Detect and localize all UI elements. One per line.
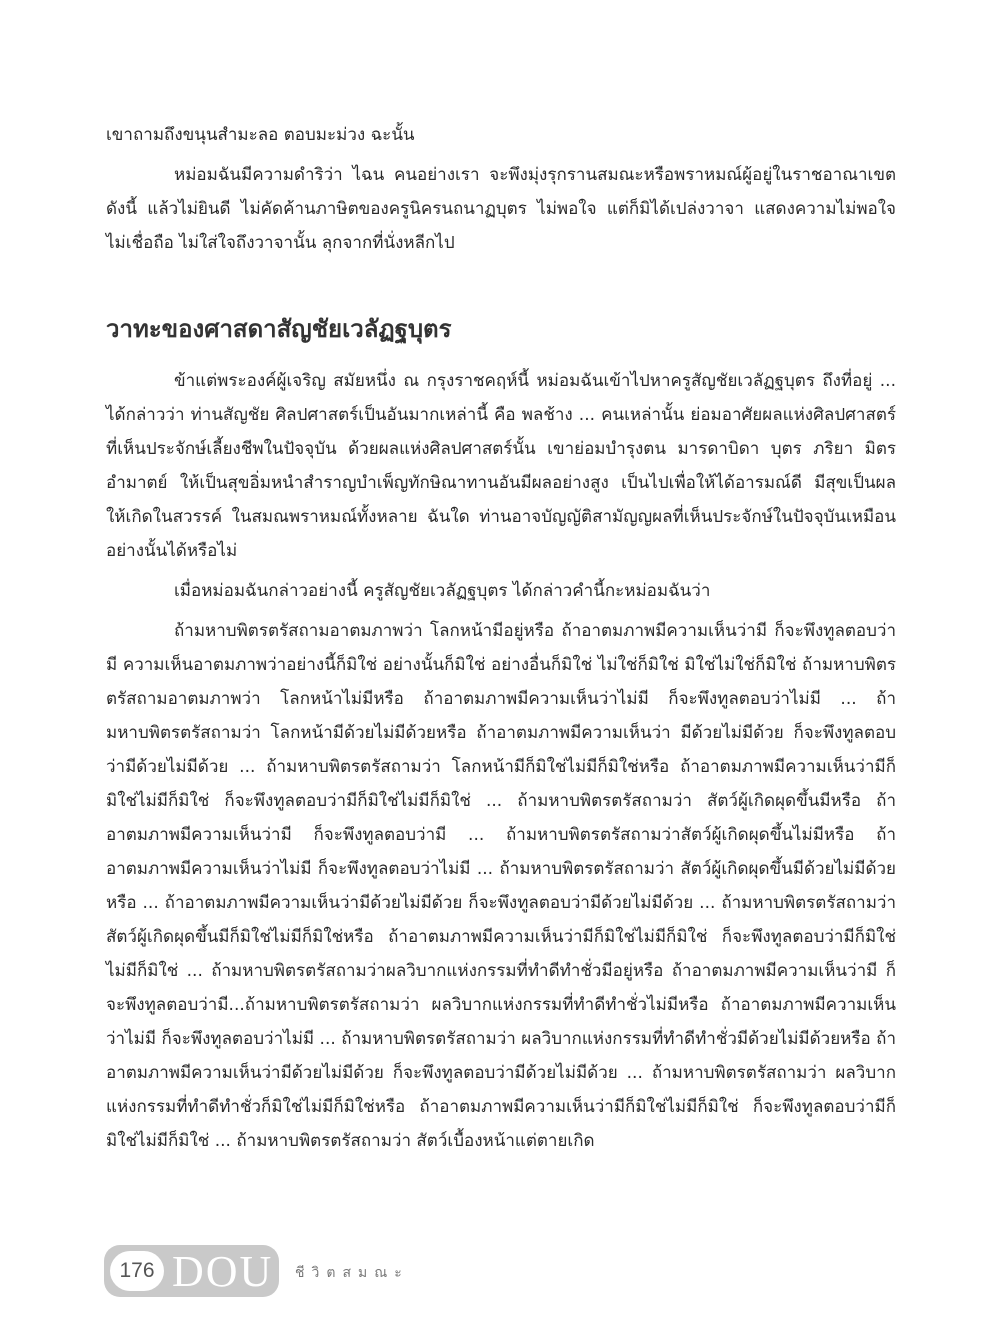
paragraph-1: เขาถามถึงขนุนสำมะลอ ตอบมะม่วง ฉะนั้น [106,125,415,145]
brand-logo-text: DOU [172,1247,274,1296]
book-title: ชีวิตสมณะ [295,1265,409,1281]
section-heading: วาทะของศาสดาสัญชัยเวลัฏฐบุตร [106,315,452,343]
page-content [106,118,896,1158]
page-number: 176 [110,1251,164,1291]
paragraph-3: ข้าแต่พระองค์ผู้เจริญ สมัยหนึ่ง ณ กรุงราชคฤห์นี้ หม่อมฉันเข้าไปหาครูสัญชัยเวลัฏฐบุตร ถึงที่อยู่ ... ได้กล่าวว่า ท่านสัญชัย ศิลปศาสตร์เป็นอันมากเหล่านี้ คือ พลช้าง ... คนเหล่านั้น ย่อมอาศัยผลแห่งศิลปศาสตร์ที่เห็นประจักษ์เลี้ยงชีพในปัจจุบัน ด้วยผลแห่งศิลปศาสตร์นั้น เขาย่อมบำรุงตน มารดาบิดา บุตร ภริยา มิตร อำมาตย์ ให้เป็นสุขอิ่มหนำสำราญบำเพ็ญทักษิณาทานอันมีผลอย่างสูง เป็นไปเพื่อให้ได้อารมณ์ดี มีสุขเป็นผล ให้เกิดในสวรรค์ ในสมณพราหมณ์ทั้งหลาย ฉันใด ท่านอาจบัญญัติสามัญญผลที่เห็นประจักษ์ในปัจจุบันเหมือนอย่างนั้นได้หรือไม่ [106,371,896,561]
paragraph-2: หม่อมฉันมีความดำริว่า ไฉน คนอย่างเรา จะพึงมุ่งรุกรานสมณะหรือพราหมณ์ผู้อยู่ในราชอาณาเขต ดังนี้ แล้วไม่ยินดี ไม่คัดค้านภาษิตของครูนิครนถนาฏบุตร ไม่พอใจ แต่ก็มิได้เปล่งวาจา แสดงความไม่พอใจ ไม่เชื่อถือ ไม่ใส่ใจถึงวาจานั้น ลุกจากที่นั่งหลีกไป [106,165,896,253]
footer-brand-bar [104,1245,279,1297]
paragraph-5: ถ้ามหาบพิตรตรัสถามอาตมภาพว่า โลกหน้ามีอยู่หรือ ถ้าอาตมภาพมีความเห็นว่ามี ก็จะพึงทูลตอบว่ามี ความเห็นอาตมภาพว่าอย่างนี้ก็มิใช่ อย่างนั้นก็มิใช่ อย่างอื่นก็มิใช่ ไม่ใช่ก็มิใช่ มิใช่ไม่ใช่ก็มิใช่ ถ้ามหาบพิตรตรัสถามอาตมภาพว่า โลกหน้าไม่มีหรือ ถ้าอาตมภาพมีความเห็นว่าไม่มี ก็จะพึงทูลตอบว่าไม่มี ... ถ้ามหาบพิตรตรัสถามว่า โลกหน้ามีด้วยไม่มีด้วยหรือ ถ้าอาตมภาพมีความเห็นว่า มีด้วยไม่มีด้วย ก็จะพึงทูลตอบว่ามีด้วยไม่มีด้วย ... ถ้ามหาบพิตรตรัสถามว่า โลกหน้ามีก็มิใช่ไม่มีก็มิใช่หรือ ถ้าอาตมภาพมีความเห็นว่ามีก็มิใช่ไม่มีก็มิใช่ ก็จะพึงทูลตอบว่ามีก็มิใช่ไม่มีก็มิใช่ ... ถ้ามหาบพิตรตรัสถามว่า สัตว์ผู้เกิดผุดขึ้นมีหรือ ถ้าอาตมภาพมีความเห็นว่ามี ก็จะพึงทูลตอบว่ามี ... ถ้ามหาบพิตรตรัสถามว่าสัตว์ผู้เกิดผุดขึ้นไม่มีหรือ ถ้าอาตมภาพมีความเห็นว่าไม่มี ก็จะพึงทูลตอบว่าไม่มี ... ถ้ามหาบพิตรตรัสถามว่า สัตว์ผู้เกิดผุดขึ้นมีด้วยไม่มีด้วยหรือ ... ถ้าอาตมภาพมีความเห็นว่ามีด้วยไม่มีด้วย ก็จะพึงทูลตอบว่ามีด้วยไม่มีด้วย ... ถ้ามหาบพิตรตรัสถามว่า สัตว์ผู้เกิดผุดขึ้นมีก็มิใช่ไม่มีก็มิใช่หรือ ถ้าอาตมภาพมีความเห็นว่ามีก็มิใช่ไม่มีก็มิใช่ ก็จะพึงทูลตอบว่ามีก็มิใช่ไม่มีก็มิใช่ ... ถ้ามหาบพิตรตรัสถามว่าผลวิบากแห่งกรรมที่ทำดีทำชั่วมีอยู่หรือ ถ้าอาตมภาพมีความเห็นว่ามี ก็จะพึงทูลตอบว่ามี...ถ้ามหาบพิตรตรัสถามว่า ผลวิบากแห่งกรรมที่ทำดีทำชั่วไม่มีหรือ ถ้าอาตมภาพมีความเห็นว่าไม่มี ก็จะพึงทูลตอบว่าไม่มี ... ถ้ามหาบพิตรตรัสถามว่า ผลวิบากแห่งกรรมที่ทำดีทำชั่วมีด้วยไม่มีด้วยหรือ ถ้าอาตมภาพมีความเห็นว่ามีด้วยไม่มีด้วย ก็จะพึงทูลตอบว่ามีด้วยไม่มีด้วย ... ถ้ามหาบพิตรตรัสถามว่า ผลวิบากแห่งกรรมที่ทำดีทำชั่วก็มิใช่ไม่มีก็มิใช่หรือ ถ้าอาตมภาพมีความเห็นว่ามีก็มิใช่ไม่มีก็มิใช่ ก็จะพึงทูลตอบว่ามีก็มิใช่ไม่มีก็มิใช่ ... ถ้ามหาบพิตรตรัสถามว่า สัตว์เบื้องหน้าแต่ตายเกิด [106,621,896,1151]
paragraph-4: เมื่อหม่อมฉันกล่าวอย่างนี้ ครูสัญชัยเวลัฏฐบุตร ได้กล่าวคำนี้กะหม่อมฉันว่า [174,581,711,601]
